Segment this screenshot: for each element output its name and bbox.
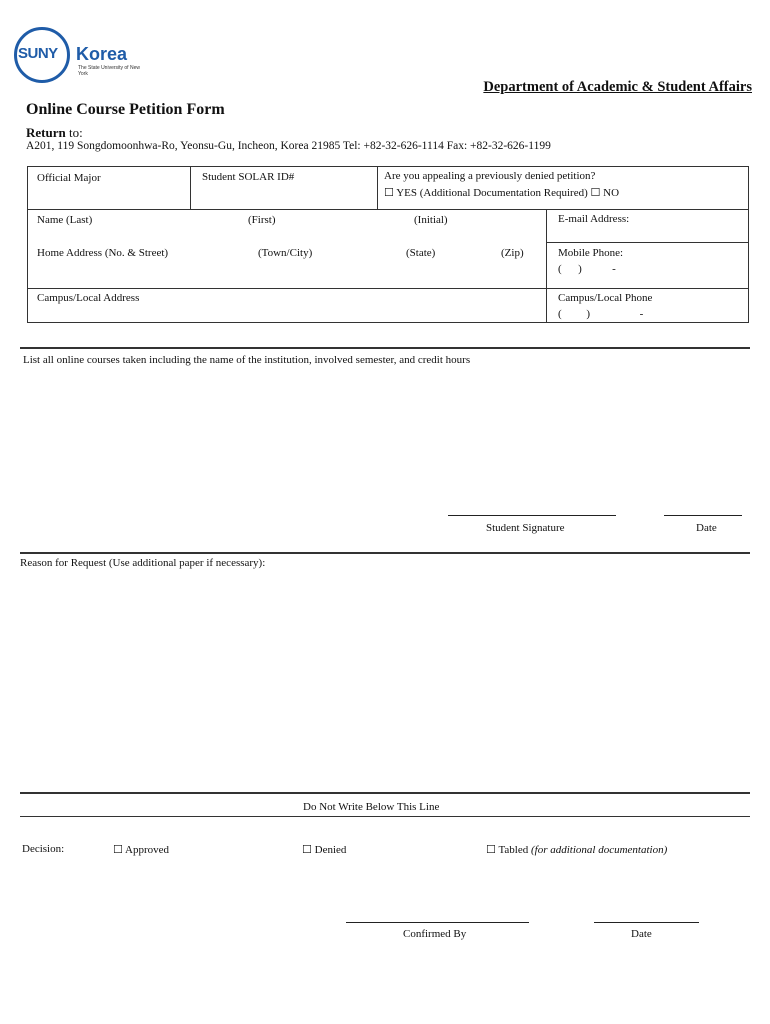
appeal-question: Are you appealing a previously denied petition?	[384, 170, 596, 182]
confirmed-by-label: Confirmed By	[403, 928, 467, 940]
initial-field[interactable]: (Initial)	[414, 214, 448, 226]
denied-label: Denied	[314, 844, 347, 856]
department-title: Department of Academic & Student Affairs	[483, 79, 752, 95]
section-rule	[20, 816, 750, 817]
official-major-field[interactable]: Official Major	[37, 172, 101, 184]
courses-instruction: List all online courses taken including the name of the institution, involved semester, and credit hours	[23, 354, 471, 366]
section-rule	[20, 552, 750, 554]
yes-option-label: YES (Additional Documentation Required)	[396, 187, 588, 199]
table-divider	[190, 166, 191, 210]
form-title: Online Course Petition Form	[26, 101, 225, 118]
first-name-field[interactable]: (First)	[248, 214, 276, 226]
no-checkbox[interactable]: ☐	[590, 186, 601, 199]
email-field[interactable]: E-mail Address:	[558, 213, 630, 225]
table-divider	[27, 209, 749, 210]
approved-label: Approved	[125, 844, 170, 856]
suny-korea-logo	[14, 27, 138, 87]
section-rule	[20, 347, 750, 349]
reason-label: Reason for Request (Use additional paper if necessary):	[20, 557, 266, 569]
logo-subtitle: The State University of New York	[78, 65, 140, 77]
mobile-phone-format: ( ) -	[558, 263, 616, 275]
denied-checkbox[interactable]: ☐	[302, 843, 312, 856]
logo-korea-text: Korea	[76, 44, 128, 64]
appeal-options	[384, 186, 619, 199]
logo-suny-text: SUNY	[18, 45, 58, 62]
student-date-line[interactable]	[664, 515, 742, 516]
courses-textarea[interactable]	[23, 372, 749, 502]
return-address: A201, 119 Songdomoonhwa-Ro, Yeonsu-Gu, Incheon, Korea 21985 Tel: +82-32-626-1114 Fax: +82-32-626-1199	[26, 140, 551, 152]
town-city-field[interactable]: (Town/City)	[258, 247, 313, 259]
state-field[interactable]: (State)	[406, 247, 436, 259]
mobile-phone-field[interactable]: Mobile Phone:	[558, 247, 624, 259]
do-not-write-notice: Do Not Write Below This Line	[303, 801, 440, 813]
tabled-label: Tabled	[498, 844, 529, 856]
return-to: to:	[65, 125, 83, 140]
campus-address-field[interactable]: Campus/Local Address	[37, 292, 140, 304]
zip-field[interactable]: (Zip)	[501, 247, 524, 259]
no-option-label: NO	[603, 187, 620, 199]
approved-option	[113, 843, 169, 856]
tabled-note: (for additional documentation)	[530, 844, 668, 856]
last-name-field[interactable]: Name (Last)	[37, 214, 93, 226]
approved-checkbox[interactable]: ☐	[113, 843, 123, 856]
home-address-field[interactable]: Home Address (No. & Street)	[37, 247, 169, 259]
yes-checkbox[interactable]: ☐	[384, 186, 394, 199]
return-label: Return	[26, 125, 66, 140]
tabled-option	[486, 843, 667, 856]
table-divider	[377, 166, 378, 210]
reason-textarea[interactable]	[20, 575, 750, 785]
campus-phone-field[interactable]: Campus/Local Phone	[558, 292, 653, 304]
student-signature-label: Student Signature	[486, 522, 565, 534]
table-divider	[546, 242, 749, 243]
table-divider	[27, 288, 749, 289]
return-line	[26, 125, 83, 141]
student-signature-line[interactable]	[448, 515, 616, 516]
office-date-label: Date	[631, 928, 652, 940]
office-date-line[interactable]	[594, 922, 699, 923]
section-rule	[20, 792, 750, 794]
table-divider	[546, 209, 547, 323]
student-date-label: Date	[696, 522, 717, 534]
campus-phone-format: ( ) -	[558, 308, 644, 320]
confirmed-by-line[interactable]	[346, 922, 529, 923]
decision-label: Decision:	[22, 843, 65, 855]
student-id-field[interactable]: Student SOLAR ID#	[202, 171, 295, 183]
denied-option	[302, 843, 346, 856]
tabled-checkbox[interactable]: ☐	[486, 843, 496, 856]
